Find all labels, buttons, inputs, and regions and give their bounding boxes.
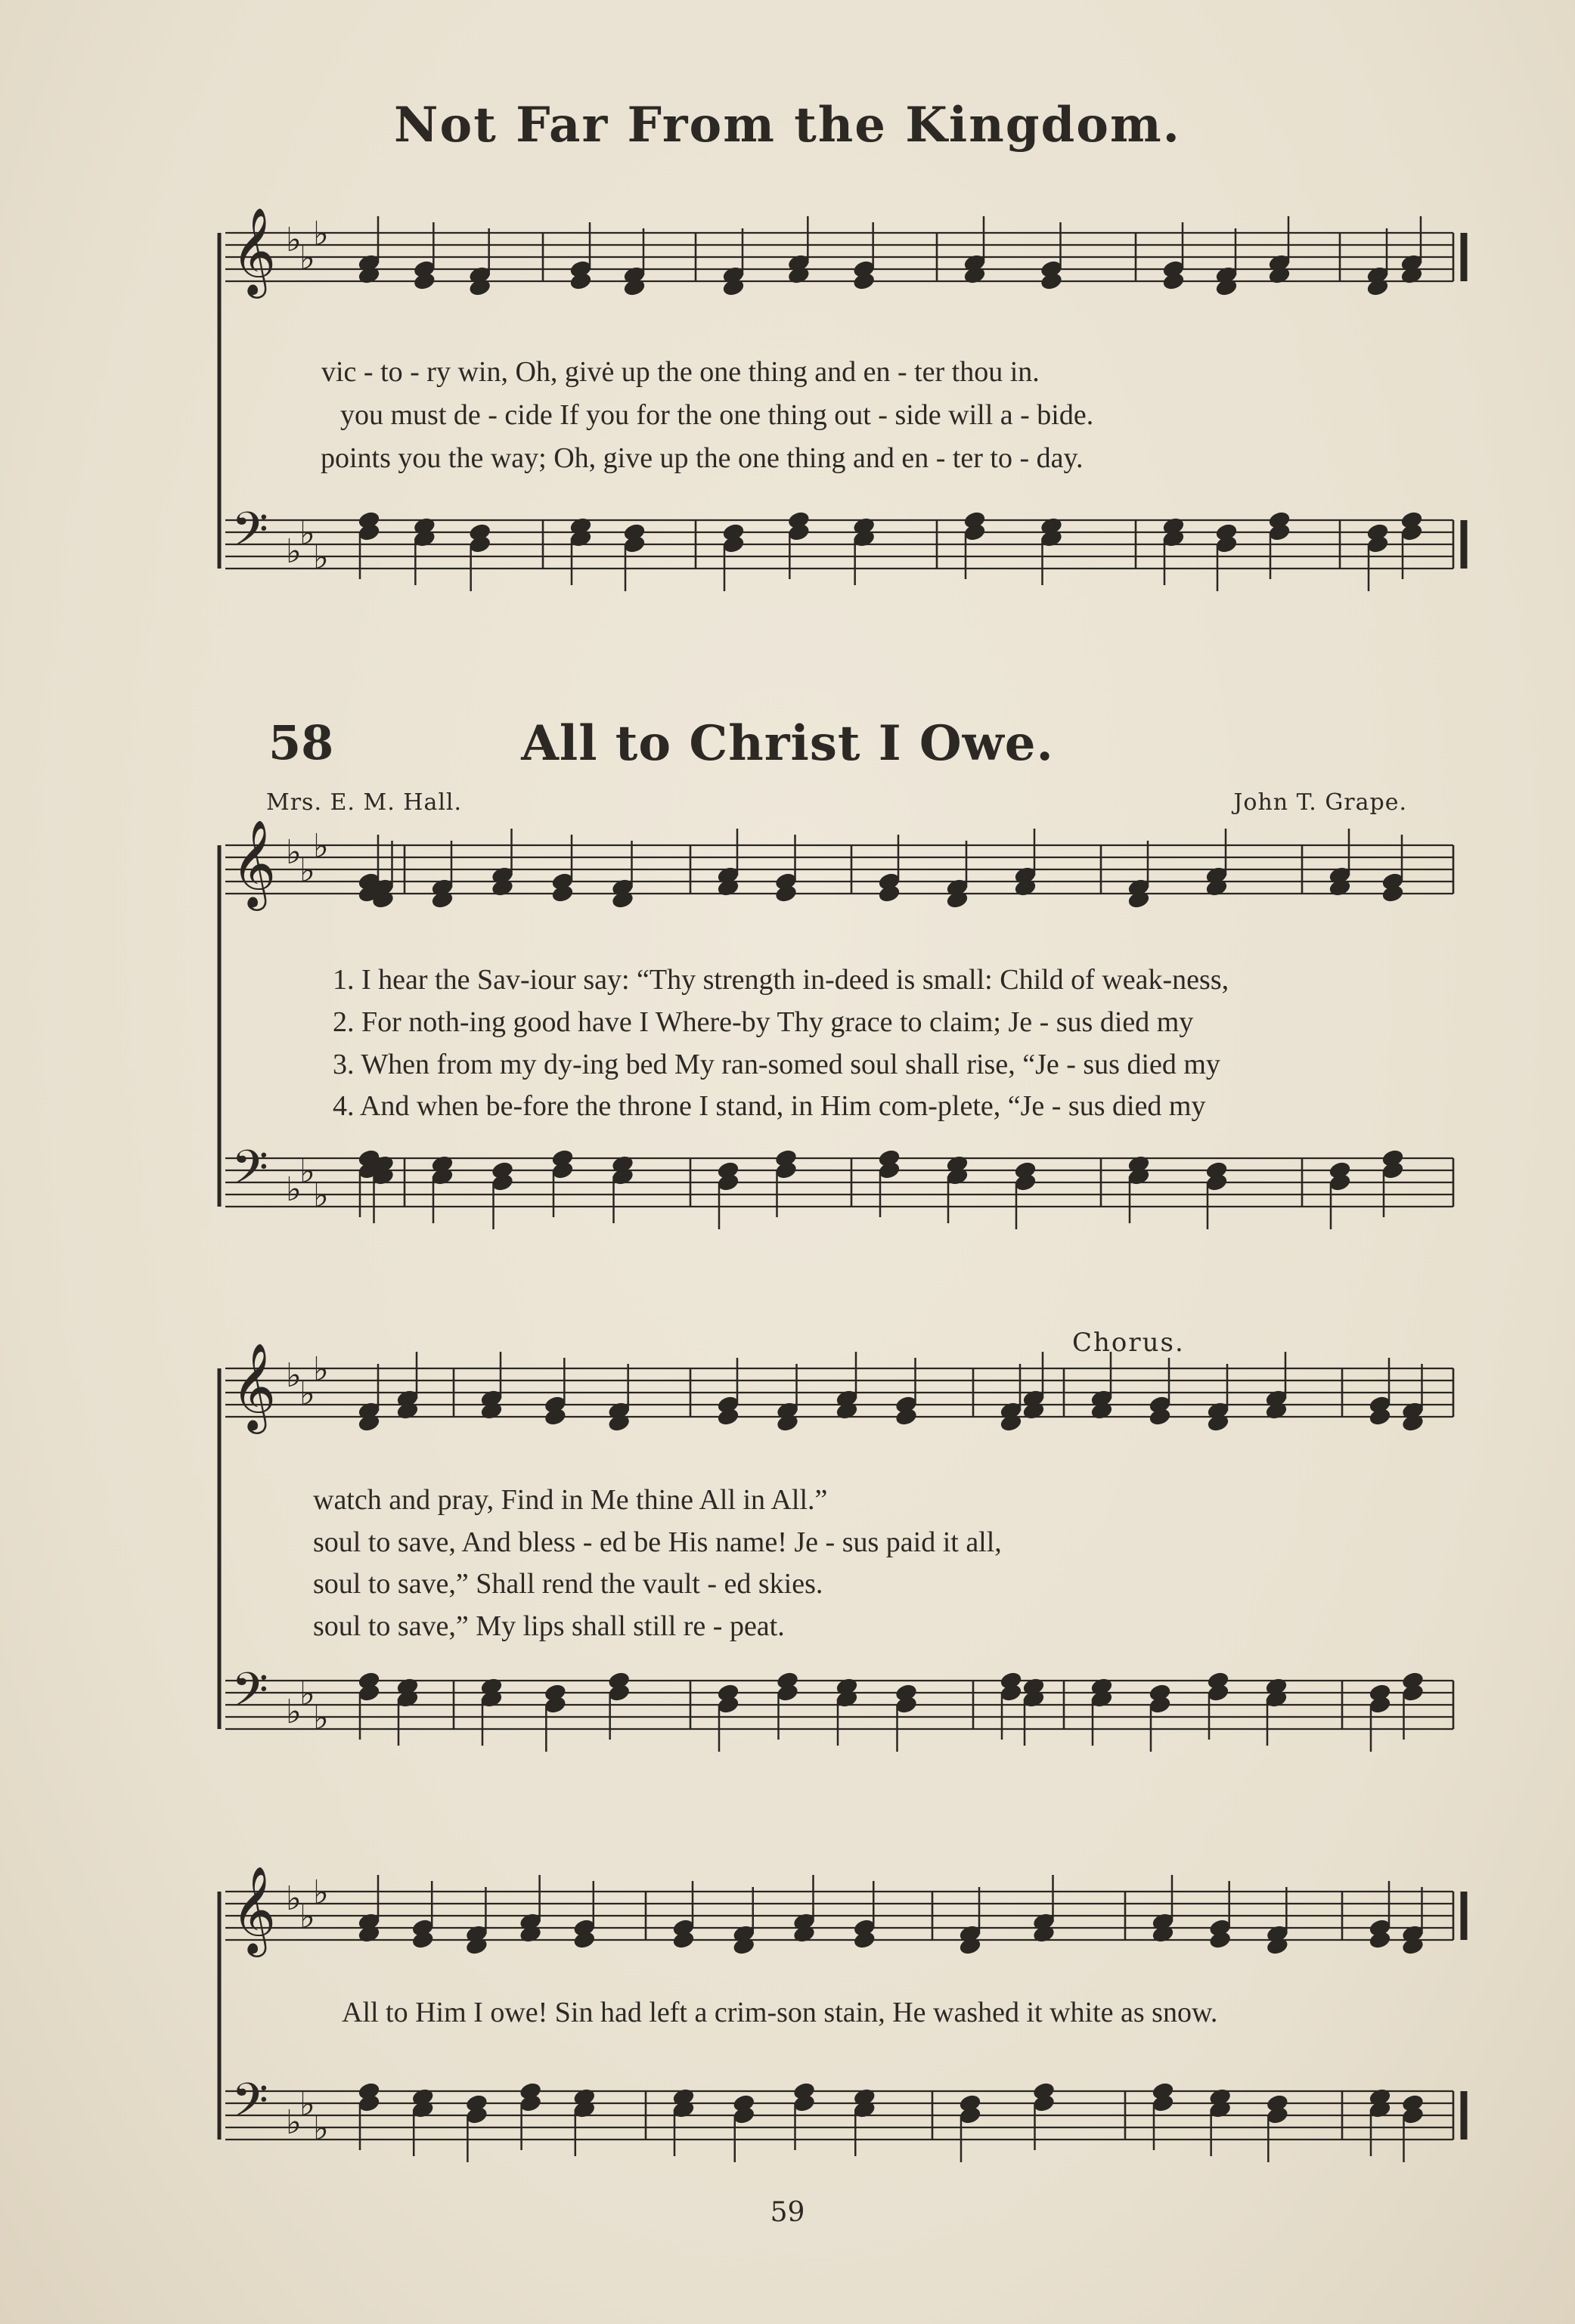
flat-sign: ♭ bbox=[299, 1898, 315, 1936]
flat-sign: ♭ bbox=[286, 833, 302, 872]
flat-sign: ♭ bbox=[313, 827, 329, 866]
flat-sign: ♭ bbox=[286, 1879, 302, 1918]
verse-line: 3. When from my dy-ing bed My ran-somed soul shall rise, “Je - sus died my bbox=[333, 1049, 1220, 1080]
flat-sign: ♭ bbox=[299, 239, 315, 277]
page-number: 59 bbox=[770, 2197, 805, 2228]
treble-clef: 𝄞 bbox=[231, 206, 277, 295]
flat-sign: ♭ bbox=[286, 1693, 302, 1731]
flat-sign: ♭ bbox=[286, 221, 302, 259]
verse-line: 1. I hear the Sav-iour say: “Thy strength in-deed is small: Child of weak-ness, bbox=[333, 964, 1229, 996]
flat-sign: ♭ bbox=[313, 1176, 329, 1215]
verse-line: 2. For noth-ing good have I Where-by Thy grace to claim; Je - sus died my bbox=[333, 1006, 1194, 1038]
flat-sign: ♭ bbox=[313, 1873, 329, 1912]
author-credit: Mrs. E. M. Hall. bbox=[266, 789, 463, 816]
flat-sign: ♭ bbox=[299, 851, 315, 890]
flat-sign: ♭ bbox=[313, 538, 329, 577]
flat-sign: ♭ bbox=[313, 215, 329, 253]
lyric-line: vic - to - ry win, Oh, givė up the one thing and en - ter thou in. bbox=[321, 356, 1040, 388]
verse-line: watch and pray, Find in Me thine All in All.” bbox=[313, 1484, 828, 1516]
bass-clef: 𝄢 bbox=[231, 2072, 268, 2140]
treble-clef: 𝄞 bbox=[231, 1342, 277, 1430]
hymn-title-not-far-from-the-kingdom: Not Far From the Kingdom. bbox=[394, 97, 1181, 153]
verse-line: soul to save,” Shall rend the vault - ed skies. bbox=[313, 1568, 823, 1600]
flat-sign: ♭ bbox=[286, 2103, 302, 2142]
hymn-title-all-to-christ-i-owe: All to Christ I Owe. bbox=[521, 715, 1054, 772]
verse-line: soul to save,” My lips shall still re - peat. bbox=[313, 1610, 785, 1642]
treble-clef: 𝄞 bbox=[231, 819, 277, 907]
verse-line: soul to save, And bless - ed be His name! Je - sus paid it all, bbox=[313, 1526, 1002, 1558]
flat-sign: ♭ bbox=[299, 1152, 315, 1191]
flat-sign: ♭ bbox=[313, 1350, 329, 1389]
flat-sign: ♭ bbox=[299, 1675, 315, 1713]
bass-clef: 𝄢 bbox=[231, 1662, 268, 1729]
composer-credit: John T. Grape. bbox=[1233, 789, 1407, 816]
lyric-line: you must de - cide If you for the one thing out - side will a - bide. bbox=[340, 399, 1094, 431]
flat-sign: ♭ bbox=[286, 1356, 302, 1395]
flat-sign: ♭ bbox=[299, 1374, 315, 1413]
bass-clef: 𝄢 bbox=[231, 501, 268, 569]
flat-sign: ♭ bbox=[286, 1170, 302, 1209]
flat-sign: ♭ bbox=[313, 2109, 329, 2148]
lyric-line: points you the way; Oh, give up the one thing and en - ter to - day. bbox=[321, 442, 1084, 474]
bass-clef: 𝄢 bbox=[231, 1139, 268, 1207]
verse-line: 4. And when be-fore the throne I stand, in Him com-plete, “Je - sus died my bbox=[333, 1090, 1206, 1122]
chorus-label: Chorus. bbox=[1072, 1328, 1185, 1358]
flat-sign: ♭ bbox=[313, 1699, 329, 1737]
flat-sign: ♭ bbox=[299, 514, 315, 553]
hymn-number: 58 bbox=[268, 715, 334, 770]
treble-clef: 𝄞 bbox=[231, 1865, 277, 1954]
flat-sign: ♭ bbox=[286, 532, 302, 571]
flat-sign: ♭ bbox=[299, 2085, 315, 2124]
refrain-line: All to Him I owe! Sin had left a crim-son stain, He washed it white as snow. bbox=[342, 1997, 1218, 2028]
